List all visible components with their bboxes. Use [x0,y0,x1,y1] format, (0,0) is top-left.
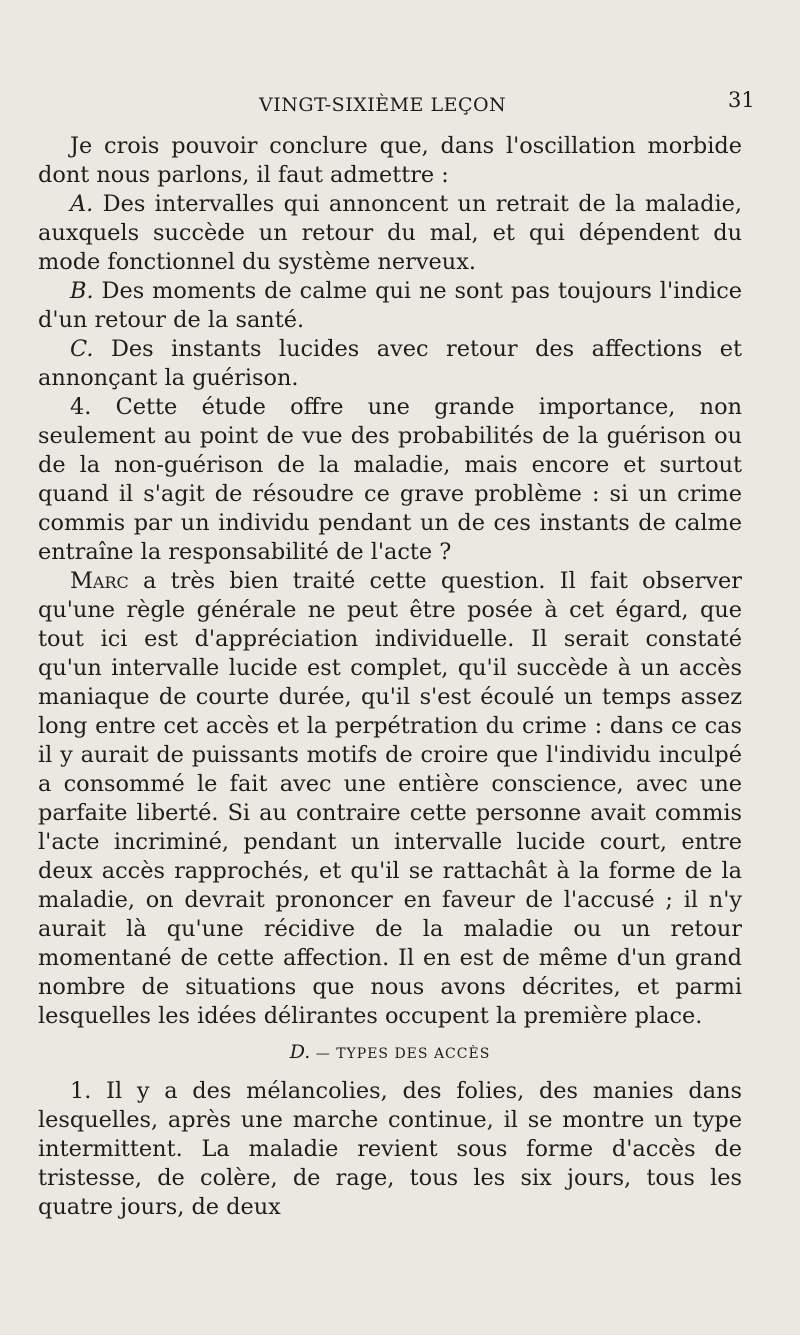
paragraph-c [38,335,742,393]
paragraph-1: 1. Il y a des mélancolies, des folies, des manies dans lesquelles, après une marche continue, il se montre un type intermittent. La maladie revient sous forme d'accès de tristesse, de colère, de rage, tous les six jours, tous les quatre jours, de deux [38,1078,742,1220]
item-letter-a: A. [70,191,94,217]
item-text-c: Des instants lucides avec retour des affections et annonçant la guérison. [38,336,742,391]
paragraph-b [38,277,742,335]
author-name: Marc [70,568,129,594]
paragraph-a [38,190,742,277]
paragraph-4: 4. Cette étude offre une grande importance, non seulement au point de vue des probabilités de la guérison ou de la non-guérison de la maladie, mais encore et surtout quand il s'agit de résoudre ce grave problème : si un crime commis par un individu pendant un de ces instants de calme entraîne la responsabilité de l'acte ? [38,394,742,565]
section-title: — TYPES DES ACCÈS [310,1046,491,1062]
item-text-a: Des intervalles qui annoncent un retrait de la maladie, auxquels succède un retour du mal, et qui dépendent du mode fonctionnel du système nerveux. [38,191,742,275]
paragraph-marc [38,567,742,1031]
section-letter: D. [289,1041,311,1063]
item-text-b: Des moments de calme qui ne sont pas toujours l'indice d'un retour de la santé. [38,278,742,333]
running-title: VINGT-SIXIÈME LEÇON [259,94,507,116]
section-heading [38,1041,742,1065]
body-text [38,132,742,1222]
item-letter-c: C. [70,336,94,362]
page-number: 31 [728,88,755,112]
paragraph-intro: Je crois pouvoir conclure que, dans l'oscillation morbide dont nous parlons, il faut admettre : [38,133,742,188]
paragraph-marc-text: a très bien traité cette question. Il fait observer qu'une règle générale ne peut être posée à cet égard, que tout ici est d'appréciation individuelle. Il serait constaté qu'un intervalle lucide est complet, qu'il succède à un accès maniaque de courte durée, qu'il s'est écoulé un temps assez long entre cet accès et la perpétration du crime : dans ce cas il y aurait de puissants motifs de croire que l'individu inculpé a consommé le fait avec une entière conscience, avec une parfaite liberté. Si au contraire cette personne avait commis l'acte incriminé, pendant un intervalle lucide court, entre deux accès rapprochés, et qu'il se rattachât à la forme de la maladie, on devrait prononcer en faveur de l'accusé ; il n'y aurait là qu'une récidive de la maladie ou un retour momentané de cette affection. Il en est de même d'un grand nombre de situations que nous avons décrites, et parmi lesquelles les idées délirantes occupent la première place. [38,568,742,1029]
item-letter-b: B. [70,278,94,304]
